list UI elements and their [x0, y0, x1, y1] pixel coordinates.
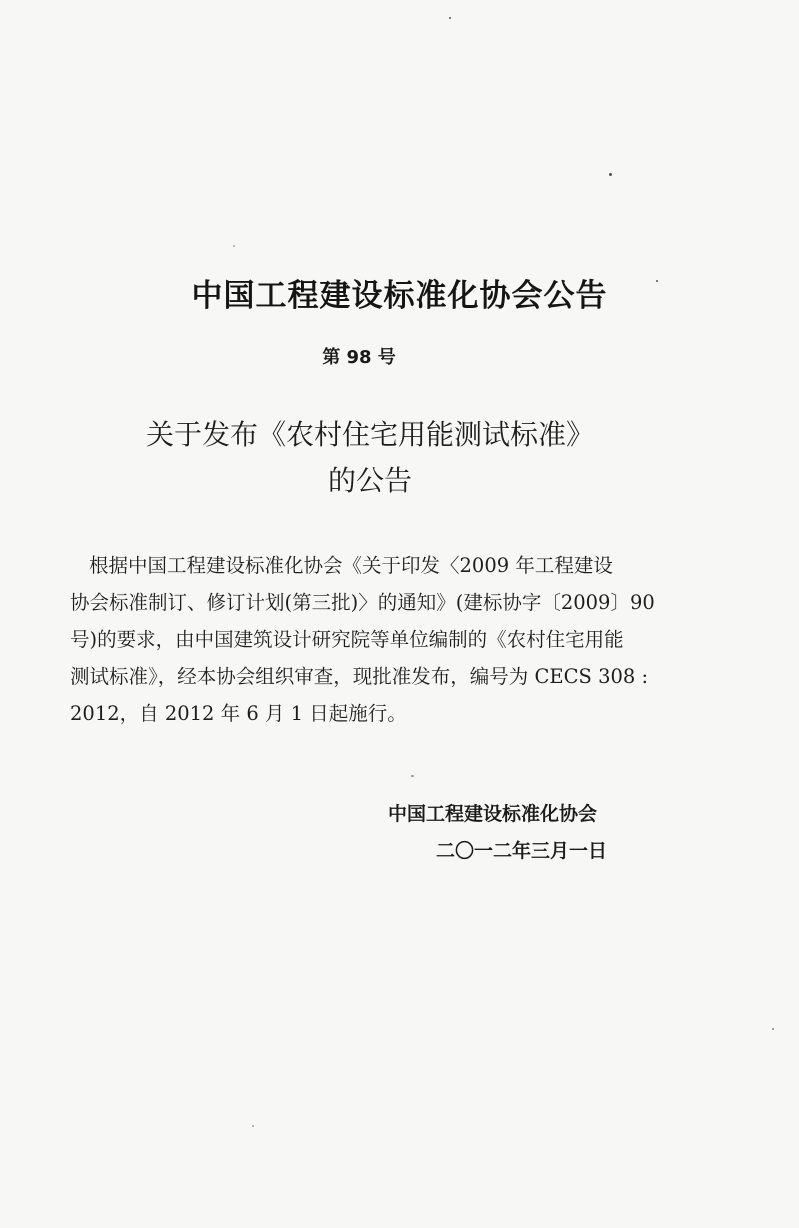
scan-speck: [656, 280, 658, 282]
body-line-1: 根据中国工程建设标准化协会《关于印发〈2009 年工程建设: [89, 554, 613, 577]
scan-speck: [609, 173, 612, 176]
signature-block: [388, 796, 668, 870]
body-line-2: 协会标准制订、修订计划(第三批)〉的通知》(建标协字〔2009〕90: [70, 591, 655, 614]
scan-speck: [252, 1125, 254, 1127]
notice-body: [70, 547, 692, 732]
body-line-3: 号)的要求，由中国建筑设计研究院等单位编制的《农村住宅用能: [70, 628, 624, 651]
scan-speck: [449, 17, 451, 19]
scan-speck: [233, 245, 235, 247]
body-line-5: 2012，自 2012 年 6 月 1 日起施行。: [70, 702, 407, 725]
body-line-4: 测试标准》，经本协会组织审查，现批准发布，编号为 CECS 308 :: [70, 665, 649, 688]
subject-line-2: 的公告: [327, 464, 412, 497]
notice-subject: [0, 412, 740, 504]
notice-number: 第 98 号: [322, 347, 396, 368]
scan-speck: [772, 1028, 774, 1030]
subject-line-1: 关于发布《农村住宅用能测试标准》: [145, 418, 594, 451]
signature-date: 二〇一二年三月一日: [436, 840, 608, 862]
signature-organization: 中国工程建设标准化协会: [388, 803, 598, 825]
organization-title: 中国工程建设标准化协会公告: [191, 278, 608, 314]
scan-speck: [411, 775, 414, 777]
